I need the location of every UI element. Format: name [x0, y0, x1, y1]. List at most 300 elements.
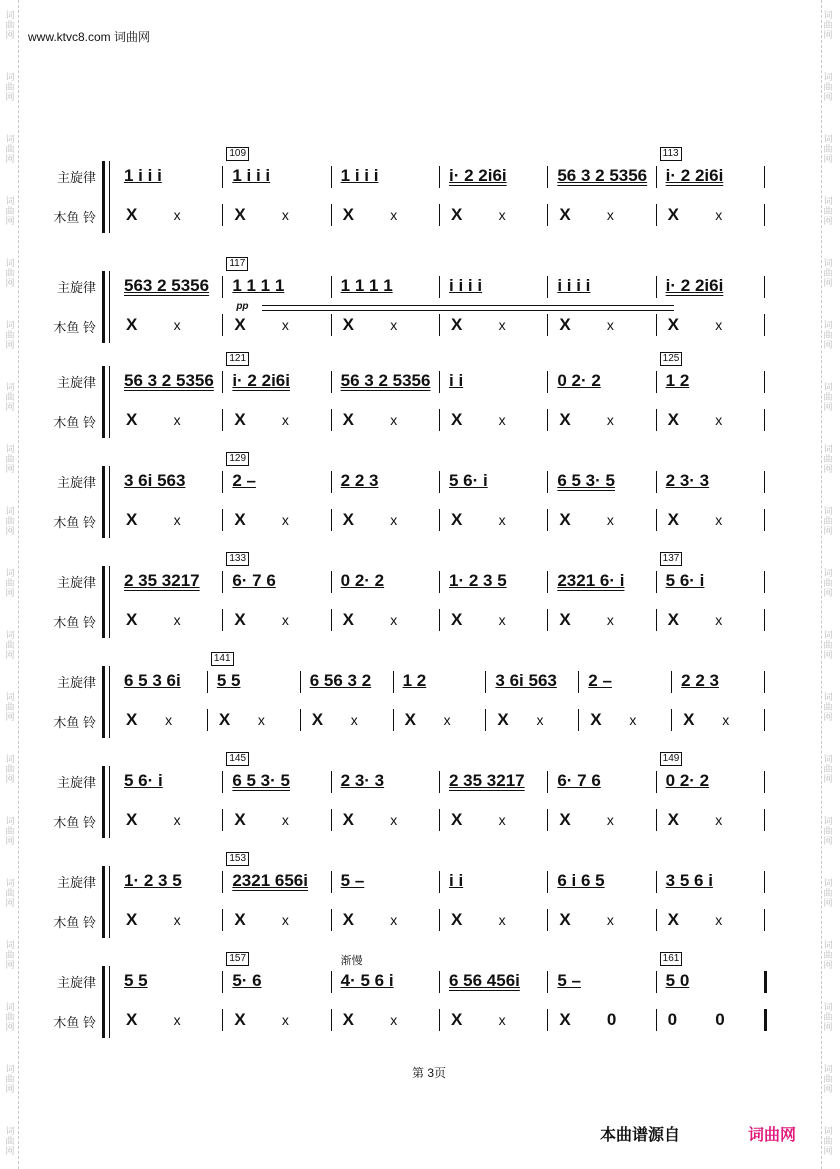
watermark-mark: 词 曲 网	[823, 816, 833, 846]
measure-number: 113	[660, 147, 682, 161]
watermark-mark: 词 曲 网	[823, 196, 833, 226]
woodblock-hit: X	[218, 710, 231, 729]
measure-notes: i i i i	[557, 276, 591, 295]
barline	[222, 204, 223, 226]
measure-notes: 1 2	[402, 671, 427, 690]
woodblock-hit: X	[667, 315, 679, 334]
barline	[331, 166, 332, 188]
barline	[439, 909, 440, 931]
barline-end	[764, 204, 765, 226]
measure-notes: 5 5	[124, 971, 148, 990]
woodblock-hit: X	[342, 410, 354, 429]
bell-hit: x	[173, 207, 181, 223]
measure-notes: 56 3 2 5356	[340, 371, 431, 390]
barline	[439, 771, 440, 793]
watermark-mark: 词 曲 网	[5, 568, 15, 598]
measure-notes: 5 5	[216, 671, 241, 690]
woodblock-hit: X	[667, 810, 679, 829]
barline	[222, 971, 223, 993]
melody-staff	[114, 953, 764, 996]
page-number: 第 3页	[412, 1066, 447, 1080]
watermark-mark: 词 曲 网	[823, 320, 833, 350]
barline	[547, 166, 548, 188]
barline	[547, 276, 548, 298]
watermark-mark: 词 曲 网	[5, 382, 15, 412]
bell-hit: x	[606, 412, 614, 428]
percussion-staff	[114, 201, 764, 229]
bell-hit: x	[443, 712, 451, 728]
bell-hit: x	[173, 317, 181, 333]
barline	[656, 276, 657, 298]
barline	[439, 166, 440, 188]
measure-notes: 2321 656i	[232, 871, 308, 890]
watermark-mark: 词 曲 网	[5, 196, 15, 226]
watermark-mark: 词 曲 网	[5, 10, 15, 40]
measure-notes: 5 6· i	[124, 771, 163, 790]
barline	[547, 1009, 548, 1031]
bell-hit: x	[606, 207, 614, 223]
bell-hit: x	[173, 912, 181, 928]
woodblock-hit: X	[234, 1010, 246, 1029]
percussion-staff	[114, 806, 764, 834]
measure-notes: 5 6· i	[665, 571, 705, 590]
woodblock-hit: X	[126, 610, 138, 629]
barline	[222, 371, 223, 393]
measure-number: 161	[660, 952, 683, 966]
measure-notes: 0 2· 2	[557, 371, 601, 390]
measure-notes: i i	[449, 871, 464, 890]
brand-name[interactable]: 词曲网	[748, 1127, 797, 1144]
measure-notes: 0 2· 2	[340, 571, 385, 590]
source-label: 本曲谱源自	[600, 1127, 681, 1144]
barline	[222, 771, 223, 793]
barline-end	[764, 371, 765, 393]
barline	[439, 204, 440, 226]
barline	[331, 609, 332, 631]
bell-hit: x	[390, 512, 398, 528]
percussion-label: 木鱼 铃	[53, 1015, 96, 1030]
measure-notes: i· 2 2i6i	[665, 166, 724, 185]
barline	[331, 409, 332, 431]
bell-hit: x	[173, 612, 181, 628]
measure-notes: 6 56 456i	[449, 971, 520, 990]
bell-hit: x	[390, 812, 398, 828]
percussion-staff	[114, 506, 764, 534]
woodblock-hit: X	[126, 910, 138, 929]
barline-end	[764, 909, 765, 931]
barline	[656, 971, 657, 993]
measure-notes: i· 2 2i6i	[232, 371, 290, 390]
percussion-staff	[114, 311, 764, 339]
score-system	[40, 255, 770, 351]
woodblock-hit: X	[342, 205, 354, 224]
bell-hit: x	[606, 812, 614, 828]
measure-number: 137	[660, 552, 683, 566]
measure-number: 157	[226, 952, 249, 966]
measure-notes: 56 3 2 5356	[124, 371, 214, 390]
melody-label: 主旋律	[56, 475, 96, 490]
measure-notes: 1 i i i	[232, 166, 271, 185]
bell-hit: x	[173, 412, 181, 428]
melody-label: 主旋律	[56, 170, 96, 185]
barline	[485, 709, 486, 731]
measure-notes: 6 5 3 6i	[124, 671, 181, 690]
barline	[671, 671, 672, 693]
barline	[331, 971, 332, 993]
watermark-mark: 词 曲 网	[823, 134, 833, 164]
barline	[331, 314, 332, 336]
barline	[439, 509, 440, 531]
measure-number: 129	[226, 452, 249, 466]
measure-notes: 563 2 5356	[124, 276, 210, 295]
measure-number: 145	[226, 752, 249, 766]
barline	[439, 971, 440, 993]
system-brace	[102, 466, 110, 538]
barline	[656, 1009, 657, 1031]
bell-hit: x	[715, 317, 723, 333]
bell-hit: x	[173, 1012, 181, 1028]
barline	[656, 771, 657, 793]
barline	[656, 314, 657, 336]
barline	[439, 409, 440, 431]
barline	[331, 1009, 332, 1031]
percussion-label: 木鱼 铃	[53, 415, 96, 430]
measure-notes: 6· 7 6	[232, 571, 276, 590]
barline-end	[764, 409, 765, 431]
bell-hit: x	[281, 412, 289, 428]
bell-hit: x	[165, 712, 173, 728]
barline	[547, 909, 548, 931]
measure-number: 125	[660, 352, 683, 366]
measure-notes: 6 i 6 5	[557, 871, 605, 890]
barline	[439, 371, 440, 393]
barline-end	[764, 471, 765, 493]
bell-hit: x	[498, 412, 506, 428]
barline	[439, 571, 440, 593]
bell-hit: x	[715, 512, 723, 528]
bell-hit: x	[390, 207, 398, 223]
barline	[300, 671, 301, 693]
barline-end	[764, 314, 765, 336]
barline	[656, 809, 657, 831]
barline	[439, 276, 440, 298]
woodblock-hit: X	[126, 510, 138, 529]
woodblock-hit: X	[234, 610, 246, 629]
system-brace	[102, 161, 110, 233]
bell-hit: x	[390, 1012, 398, 1028]
woodblock-hit: X	[559, 510, 571, 529]
barline-end	[764, 771, 765, 793]
measure-notes: 1 1 1 1	[232, 276, 285, 295]
barline	[547, 509, 548, 531]
watermark-mark: 词 曲 网	[5, 506, 15, 536]
watermark-mark: 词 曲 网	[823, 878, 833, 908]
woodblock-hit: X	[451, 410, 463, 429]
barline	[656, 571, 657, 593]
barline	[656, 871, 657, 893]
system-brace	[102, 666, 110, 738]
barline	[393, 671, 394, 693]
barline	[331, 909, 332, 931]
bell-hit: 0	[715, 1010, 725, 1029]
bell-hit: x	[498, 612, 506, 628]
woodblock-hit: X	[311, 710, 324, 729]
woodblock-hit: X	[126, 1010, 138, 1029]
measure-notes: 2 35 3217	[124, 571, 200, 590]
watermark-mark: 词 曲 网	[5, 320, 15, 350]
barline-end	[764, 709, 765, 731]
woodblock-hit: X	[497, 710, 509, 729]
woodblock-hit: X	[126, 315, 138, 334]
watermark-mark: 词 曲 网	[5, 1126, 15, 1156]
bell-hit: x	[173, 512, 181, 528]
score-system	[40, 550, 770, 646]
woodblock-hit: X	[126, 810, 138, 829]
barline	[331, 204, 332, 226]
barline	[331, 371, 332, 393]
watermark-mark: 词 曲 网	[823, 258, 833, 288]
bell-hit: x	[390, 317, 398, 333]
measure-notes: 3 6i 563	[495, 671, 557, 690]
watermark-mark: 词 曲 网	[5, 754, 15, 784]
bell-hit: x	[715, 912, 723, 928]
woodblock-hit: X	[342, 810, 354, 829]
score-system	[40, 350, 770, 446]
percussion-staff	[114, 706, 764, 734]
score-system	[40, 450, 770, 546]
woodblock-hit: X	[559, 810, 571, 829]
bell-hit: x	[498, 812, 506, 828]
woodblock-hit: X	[559, 205, 571, 224]
barline	[222, 509, 223, 531]
watermark-mark: 词 曲 网	[823, 1002, 833, 1032]
measure-notes: 4· 5 6 i	[340, 971, 394, 990]
measure-notes: 6· 7 6	[557, 771, 601, 790]
barline	[331, 771, 332, 793]
barline-end	[764, 671, 765, 693]
barline	[656, 509, 657, 531]
score-system	[40, 650, 770, 746]
barline	[439, 871, 440, 893]
barline	[578, 671, 579, 693]
measure-notes: 2321 6· i	[557, 571, 625, 590]
watermark-mark: 词 曲 网	[823, 10, 833, 40]
barline	[331, 809, 332, 831]
melody-staff	[114, 653, 764, 696]
barline-end	[764, 871, 765, 893]
system-brace	[102, 271, 110, 343]
barline	[439, 471, 440, 493]
measure-notes: 2 2 3	[340, 471, 379, 490]
measure-notes: 2 –	[232, 471, 256, 490]
measure-notes: 5 –	[557, 971, 581, 990]
barline	[671, 709, 672, 731]
barline	[656, 909, 657, 931]
percussion-label: 木鱼 铃	[53, 210, 96, 225]
barline	[222, 471, 223, 493]
bell-hit: x	[281, 1012, 289, 1028]
barline	[207, 671, 208, 693]
bell-hit: x	[715, 612, 723, 628]
bell-hit: 0	[606, 1010, 617, 1029]
watermark-mark: 词 曲 网	[5, 72, 15, 102]
system-brace	[102, 366, 110, 438]
measure-notes: 6 56 3 2	[309, 671, 372, 690]
melody-staff	[114, 353, 764, 396]
woodblock-hit: X	[590, 710, 602, 729]
barline-end	[764, 1009, 767, 1031]
dynamic-marking: pp	[236, 301, 249, 312]
measure-notes: 1 1 1 1	[340, 276, 393, 295]
woodblock-hit: X	[451, 810, 463, 829]
score-system	[40, 750, 770, 846]
barline	[547, 204, 548, 226]
percussion-label: 木鱼 铃	[53, 815, 96, 830]
bell-hit: x	[536, 712, 544, 728]
measure-notes: 1 2	[665, 371, 690, 390]
watermark-mark: 词 曲 网	[5, 816, 15, 846]
measure-notes: 6 5 3· 5	[557, 471, 615, 490]
watermark-mark: 词 曲 网	[5, 1002, 15, 1032]
measure-number: 117	[226, 257, 248, 271]
woodblock-hit: X	[404, 710, 416, 729]
system-brace	[102, 566, 110, 638]
watermark-mark: 词 曲 网	[5, 940, 15, 970]
melody-label: 主旋律	[56, 575, 96, 590]
barline	[222, 809, 223, 831]
watermark-mark: 词 曲 网	[5, 1064, 15, 1094]
melody-label: 主旋律	[56, 675, 96, 690]
measure-number: 149	[660, 752, 683, 766]
woodblock-hit: X	[342, 510, 354, 529]
percussion-label: 木鱼 铃	[53, 615, 96, 630]
barline	[547, 809, 548, 831]
watermark-mark: 词 曲 网	[823, 1126, 833, 1156]
watermark-mark: 词 曲 网	[823, 630, 833, 660]
melody-staff	[114, 453, 764, 496]
woodblock-hit: X	[342, 315, 354, 334]
barline	[222, 571, 223, 593]
melody-label: 主旋律	[56, 775, 96, 790]
watermark-mark: 词 曲 网	[5, 630, 15, 660]
bell-hit: x	[281, 207, 289, 223]
barline	[300, 709, 301, 731]
woodblock-hit: X	[234, 410, 246, 429]
woodblock-hit: X	[234, 510, 246, 529]
woodblock-hit: X	[451, 610, 463, 629]
woodblock-hit: X	[342, 1010, 354, 1029]
bell-hit: x	[498, 317, 506, 333]
barline	[547, 871, 548, 893]
barline	[439, 1009, 440, 1031]
barline	[656, 471, 657, 493]
percussion-label: 木鱼 铃	[53, 515, 96, 530]
woodblock-hit: X	[234, 810, 246, 829]
measure-notes: 5 –	[340, 871, 365, 890]
barline	[331, 509, 332, 531]
woodblock-hit: X	[559, 1010, 571, 1029]
woodblock-hit: X	[559, 910, 571, 929]
melody-staff	[114, 753, 764, 796]
woodblock-hit: X	[451, 910, 463, 929]
barline	[222, 1009, 223, 1031]
barline	[222, 871, 223, 893]
watermark-mark: 词 曲 网	[5, 258, 15, 288]
barline	[656, 409, 657, 431]
score-system	[40, 850, 770, 946]
measure-notes: i i i i	[449, 276, 483, 295]
measure-notes: 5 0	[665, 971, 690, 990]
bell-hit: x	[281, 317, 289, 333]
measure-notes: 3 5 6 i	[665, 871, 713, 890]
system-brace	[102, 866, 110, 938]
watermark-mark: 词 曲 网	[5, 692, 15, 722]
measure-notes: 2 –	[588, 671, 612, 690]
percussion-label: 木鱼 铃	[53, 715, 96, 730]
barline	[222, 314, 223, 336]
barline	[578, 709, 579, 731]
bell-hit: x	[715, 207, 723, 223]
measure-notes: 3 6i 563	[124, 471, 186, 490]
tempo-marking: 渐慢	[340, 955, 363, 967]
barline	[656, 166, 657, 188]
woodblock-hit: X	[559, 315, 571, 334]
woodblock-hit: X	[234, 315, 246, 334]
barline	[222, 409, 223, 431]
barline	[222, 166, 223, 188]
barline	[547, 571, 548, 593]
measure-number: 153	[226, 852, 249, 866]
barline	[656, 204, 657, 226]
measure-number: 133	[226, 552, 249, 566]
bell-hit: x	[715, 412, 723, 428]
melody-label: 主旋律	[56, 975, 96, 990]
watermark-mark: 词 曲 网	[823, 444, 833, 474]
barline-end	[764, 571, 765, 593]
watermark-mark: 词 曲 网	[823, 72, 833, 102]
watermark-mark: 词 曲 网	[5, 134, 15, 164]
measure-notes: 2 3· 3	[340, 771, 385, 790]
site-url[interactable]: www.ktvc8.com	[28, 30, 111, 44]
barline	[331, 571, 332, 593]
bell-hit: x	[606, 912, 614, 928]
barline	[331, 871, 332, 893]
measure-notes: 2 35 3217	[449, 771, 525, 790]
barline	[547, 371, 548, 393]
system-brace	[102, 966, 110, 1038]
bell-hit: x	[629, 712, 637, 728]
percussion-staff	[114, 406, 764, 434]
percussion-staff	[114, 606, 764, 634]
barline	[207, 709, 208, 731]
barline-end	[764, 809, 765, 831]
woodblock-hit: 0	[667, 1010, 678, 1029]
percussion-staff	[114, 906, 764, 934]
measure-notes: 1 i i i	[124, 166, 162, 185]
barline-end	[764, 971, 767, 993]
barline	[656, 371, 657, 393]
woodblock-hit: X	[667, 510, 679, 529]
bell-hit: x	[498, 207, 506, 223]
melody-staff	[114, 853, 764, 896]
woodblock-hit: X	[451, 315, 463, 334]
woodblock-hit: X	[342, 910, 354, 929]
woodblock-hit: X	[559, 610, 571, 629]
bell-hit: x	[498, 1012, 506, 1028]
measure-notes: 0 2· 2	[665, 771, 710, 790]
barline	[222, 609, 223, 631]
barline-end	[764, 509, 765, 531]
